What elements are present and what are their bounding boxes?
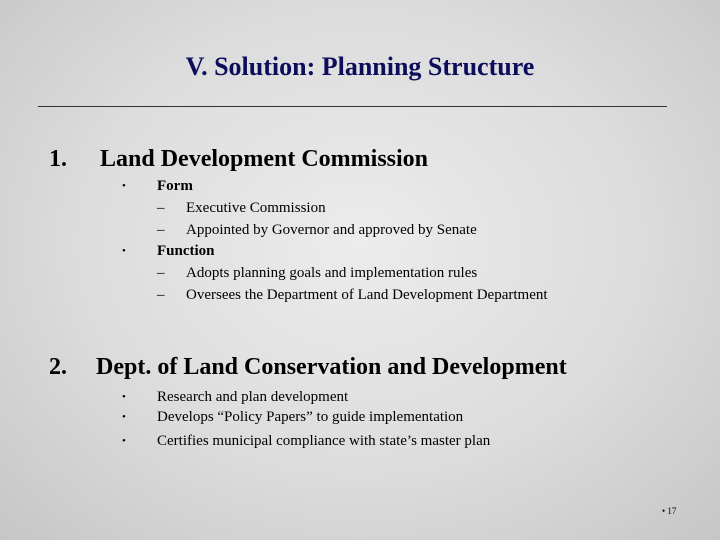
bullet-icon: • bbox=[122, 411, 126, 423]
bullet-icon: • bbox=[122, 180, 126, 192]
dash-icon: – bbox=[157, 265, 165, 281]
page-number: • 17 bbox=[662, 506, 677, 516]
title-divider bbox=[38, 106, 667, 107]
form-label: Form bbox=[157, 178, 193, 194]
bullet-icon: • bbox=[122, 245, 126, 257]
bullet-icon: • bbox=[122, 435, 126, 447]
dash-icon: – bbox=[157, 287, 165, 303]
form-item-executive-commission: Executive Commission bbox=[186, 200, 326, 216]
dash-icon: – bbox=[157, 200, 165, 216]
dept-item-research: Research and plan development bbox=[157, 389, 349, 405]
function-item-oversees: Oversees the Department of Land Development Department bbox=[186, 287, 548, 303]
section-1-heading: Land Development Commission bbox=[100, 146, 429, 172]
function-label: Function bbox=[157, 243, 215, 259]
dept-item-policy-papers: Develops “Policy Papers” to guide implementation bbox=[157, 409, 464, 425]
dept-item-certifies: Certifies municipal compliance with state’s master plan bbox=[157, 433, 491, 449]
bullet-icon: • bbox=[122, 391, 126, 403]
function-item-adopts-goals: Adopts planning goals and implementation rules bbox=[186, 265, 478, 281]
section-2-heading: Dept. of Land Conservation and Development bbox=[96, 354, 567, 380]
section-2-number: 2. bbox=[49, 354, 67, 380]
section-1-number: 1. bbox=[49, 146, 67, 172]
form-item-appointed: Appointed by Governor and approved by Senate bbox=[186, 222, 477, 238]
slide-title: V. Solution: Planning Structure bbox=[185, 52, 535, 81]
dash-icon: – bbox=[157, 222, 165, 238]
